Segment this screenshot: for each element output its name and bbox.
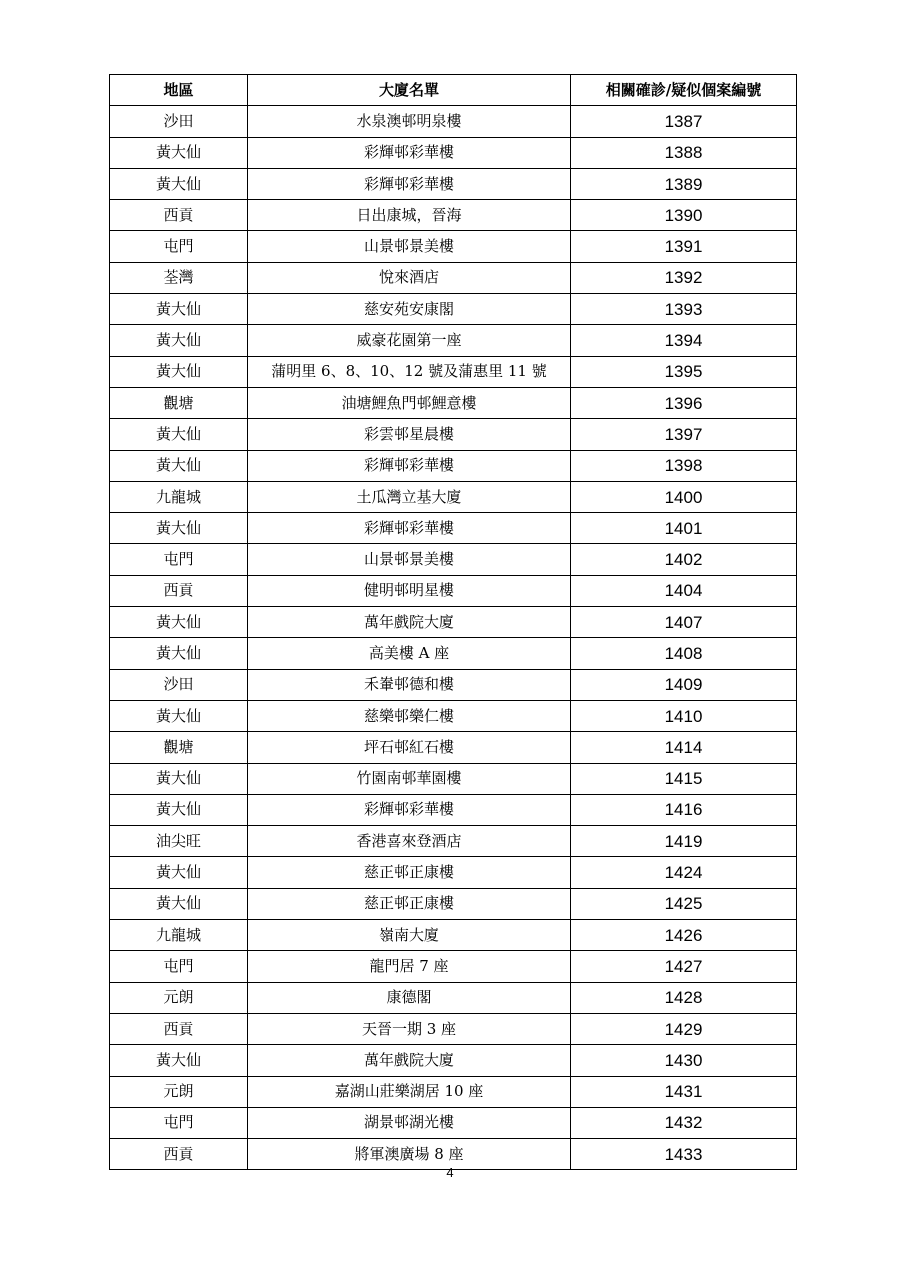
case-number-cell: 1428 bbox=[571, 982, 797, 1013]
table-row bbox=[110, 419, 797, 450]
case-number-cell: 1431 bbox=[571, 1076, 797, 1107]
case-number-cell: 1429 bbox=[571, 1013, 797, 1044]
district-cell: 元朗 bbox=[110, 1076, 248, 1107]
district-cell: 黃大仙 bbox=[110, 325, 248, 356]
building-name-cell: 天晉一期 3 座 bbox=[248, 1013, 571, 1044]
table-row bbox=[110, 1013, 797, 1044]
case-number-cell: 1433 bbox=[571, 1139, 797, 1170]
table-row bbox=[110, 951, 797, 982]
case-number-cell: 1407 bbox=[571, 607, 797, 638]
table-row bbox=[110, 544, 797, 575]
district-cell: 黃大仙 bbox=[110, 168, 248, 199]
district-cell: 黃大仙 bbox=[110, 356, 248, 387]
case-number-cell: 1410 bbox=[571, 700, 797, 731]
case-number-cell: 1400 bbox=[571, 481, 797, 512]
building-name-cell: 坪石邨紅石樓 bbox=[248, 732, 571, 763]
district-cell: 荃灣 bbox=[110, 262, 248, 293]
case-number-cell: 1415 bbox=[571, 763, 797, 794]
table-row bbox=[110, 700, 797, 731]
case-number-cell: 1424 bbox=[571, 857, 797, 888]
district-cell: 觀塘 bbox=[110, 387, 248, 418]
district-cell: 屯門 bbox=[110, 544, 248, 575]
building-name-cell: 彩輝邨彩華樓 bbox=[248, 450, 571, 481]
district-cell: 沙田 bbox=[110, 669, 248, 700]
district-cell: 黃大仙 bbox=[110, 888, 248, 919]
building-name-cell: 蒲明里 6、8、10、12 號及蒲惠里 11 號 bbox=[248, 356, 571, 387]
case-number-cell: 1390 bbox=[571, 200, 797, 231]
district-cell: 黃大仙 bbox=[110, 794, 248, 825]
table-row bbox=[110, 1076, 797, 1107]
case-number-cell: 1401 bbox=[571, 513, 797, 544]
building-name-cell: 彩輝邨彩華樓 bbox=[248, 137, 571, 168]
building-name-cell: 日出康城，晉海 bbox=[248, 200, 571, 231]
district-cell: 西貢 bbox=[110, 1139, 248, 1170]
district-cell: 屯門 bbox=[110, 1107, 248, 1138]
table-row bbox=[110, 669, 797, 700]
district-cell: 元朗 bbox=[110, 982, 248, 1013]
case-number-cell: 1393 bbox=[571, 294, 797, 325]
building-name-cell: 彩輝邨彩華樓 bbox=[248, 513, 571, 544]
case-number-cell: 1395 bbox=[571, 356, 797, 387]
table-row bbox=[110, 262, 797, 293]
case-number-cell: 1398 bbox=[571, 450, 797, 481]
building-name-cell: 水泉澳邨明泉樓 bbox=[248, 106, 571, 137]
table-row bbox=[110, 168, 797, 199]
district-cell: 黃大仙 bbox=[110, 1045, 248, 1076]
header-building: 大廈名單 bbox=[248, 75, 571, 106]
district-cell: 屯門 bbox=[110, 951, 248, 982]
building-name-cell: 慈正邨正康樓 bbox=[248, 857, 571, 888]
building-name-cell: 湖景邨湖光樓 bbox=[248, 1107, 571, 1138]
header-case-number: 相關確診/疑似個案編號 bbox=[571, 75, 797, 106]
district-cell: 黃大仙 bbox=[110, 857, 248, 888]
table-row bbox=[110, 826, 797, 857]
district-cell: 黃大仙 bbox=[110, 513, 248, 544]
building-name-cell: 康德閣 bbox=[248, 982, 571, 1013]
table-row bbox=[110, 106, 797, 137]
building-name-cell: 禾輋邨德和樓 bbox=[248, 669, 571, 700]
table-row bbox=[110, 450, 797, 481]
case-number-cell: 1396 bbox=[571, 387, 797, 418]
case-number-cell: 1404 bbox=[571, 575, 797, 606]
district-cell: 西貢 bbox=[110, 575, 248, 606]
table-row bbox=[110, 607, 797, 638]
building-name-cell: 萬年戲院大廈 bbox=[248, 607, 571, 638]
building-name-cell: 土瓜灣立基大廈 bbox=[248, 481, 571, 512]
case-number-cell: 1425 bbox=[571, 888, 797, 919]
building-name-cell: 高美樓 A 座 bbox=[248, 638, 571, 669]
district-cell: 黃大仙 bbox=[110, 638, 248, 669]
table-row bbox=[110, 857, 797, 888]
table-body bbox=[110, 106, 797, 1170]
case-number-cell: 1426 bbox=[571, 920, 797, 951]
case-number-cell: 1414 bbox=[571, 732, 797, 763]
table-row bbox=[110, 356, 797, 387]
case-number-cell: 1430 bbox=[571, 1045, 797, 1076]
district-cell: 黃大仙 bbox=[110, 607, 248, 638]
case-number-cell: 1416 bbox=[571, 794, 797, 825]
building-name-cell: 健明邨明星樓 bbox=[248, 575, 571, 606]
table-header bbox=[110, 75, 797, 106]
building-name-cell: 萬年戲院大廈 bbox=[248, 1045, 571, 1076]
table-row bbox=[110, 481, 797, 512]
building-name-cell: 威豪花園第一座 bbox=[248, 325, 571, 356]
building-name-cell: 慈正邨正康樓 bbox=[248, 888, 571, 919]
table-row bbox=[110, 794, 797, 825]
header-row bbox=[110, 75, 797, 106]
table-row bbox=[110, 325, 797, 356]
building-name-cell: 龍門居 7 座 bbox=[248, 951, 571, 982]
building-name-cell: 山景邨景美樓 bbox=[248, 544, 571, 575]
case-number-cell: 1392 bbox=[571, 262, 797, 293]
building-name-cell: 嘉湖山莊樂湖居 10 座 bbox=[248, 1076, 571, 1107]
table-row bbox=[110, 982, 797, 1013]
district-cell: 黃大仙 bbox=[110, 137, 248, 168]
building-name-cell: 彩雲邨星晨樓 bbox=[248, 419, 571, 450]
building-name-cell: 山景邨景美樓 bbox=[248, 231, 571, 262]
building-name-cell: 彩輝邨彩華樓 bbox=[248, 794, 571, 825]
table-row bbox=[110, 513, 797, 544]
case-number-cell: 1389 bbox=[571, 168, 797, 199]
district-cell: 黃大仙 bbox=[110, 450, 248, 481]
building-list-table bbox=[109, 74, 797, 1170]
building-name-cell: 將軍澳廣場 8 座 bbox=[248, 1139, 571, 1170]
case-number-cell: 1409 bbox=[571, 669, 797, 700]
district-cell: 西貢 bbox=[110, 1013, 248, 1044]
table-row bbox=[110, 1107, 797, 1138]
case-number-cell: 1387 bbox=[571, 106, 797, 137]
case-number-cell: 1391 bbox=[571, 231, 797, 262]
table-row bbox=[110, 575, 797, 606]
district-cell: 黃大仙 bbox=[110, 763, 248, 794]
header-district: 地區 bbox=[110, 75, 248, 106]
building-name-cell: 香港喜來登酒店 bbox=[248, 826, 571, 857]
building-name-cell: 悅來酒店 bbox=[248, 262, 571, 293]
table-row bbox=[110, 1045, 797, 1076]
district-cell: 黃大仙 bbox=[110, 419, 248, 450]
case-number-cell: 1432 bbox=[571, 1107, 797, 1138]
case-number-cell: 1394 bbox=[571, 325, 797, 356]
table-row bbox=[110, 732, 797, 763]
case-number-cell: 1397 bbox=[571, 419, 797, 450]
district-cell: 黃大仙 bbox=[110, 700, 248, 731]
building-name-cell: 彩輝邨彩華樓 bbox=[248, 168, 571, 199]
case-number-cell: 1419 bbox=[571, 826, 797, 857]
page-number: 4 bbox=[446, 1165, 454, 1180]
case-number-cell: 1388 bbox=[571, 137, 797, 168]
table-row bbox=[110, 137, 797, 168]
district-cell: 西貢 bbox=[110, 200, 248, 231]
case-number-cell: 1427 bbox=[571, 951, 797, 982]
district-cell: 油尖旺 bbox=[110, 826, 248, 857]
table-row bbox=[110, 200, 797, 231]
table-row bbox=[110, 387, 797, 418]
table-row bbox=[110, 294, 797, 325]
district-cell: 觀塘 bbox=[110, 732, 248, 763]
building-name-cell: 慈安苑安康閣 bbox=[248, 294, 571, 325]
district-cell: 沙田 bbox=[110, 106, 248, 137]
table-row bbox=[110, 231, 797, 262]
district-cell: 屯門 bbox=[110, 231, 248, 262]
building-name-cell: 油塘鯉魚門邨鯉意樓 bbox=[248, 387, 571, 418]
building-name-cell: 竹園南邨華園樓 bbox=[248, 763, 571, 794]
district-cell: 九龍城 bbox=[110, 920, 248, 951]
case-number-cell: 1408 bbox=[571, 638, 797, 669]
district-cell: 九龍城 bbox=[110, 481, 248, 512]
building-name-cell: 慈樂邨樂仁樓 bbox=[248, 700, 571, 731]
table-row bbox=[110, 763, 797, 794]
district-cell: 黃大仙 bbox=[110, 294, 248, 325]
building-name-cell: 嶺南大廈 bbox=[248, 920, 571, 951]
table-row bbox=[110, 638, 797, 669]
table-row bbox=[110, 888, 797, 919]
table-row bbox=[110, 920, 797, 951]
case-number-cell: 1402 bbox=[571, 544, 797, 575]
